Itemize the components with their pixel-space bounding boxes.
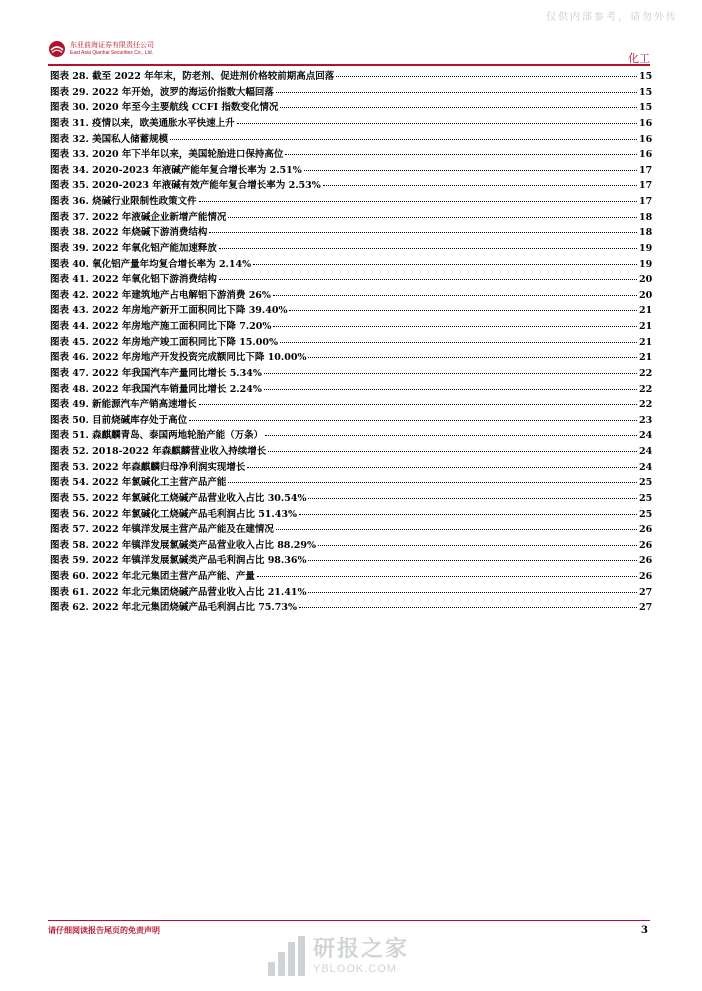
toc-entry-page: 26 <box>639 555 653 567</box>
toc-entry[interactable] <box>50 84 652 100</box>
toc-leader-dots <box>170 139 637 140</box>
toc-leader-dots <box>336 76 637 77</box>
yblook-name-en: YBLOOK.COM <box>313 962 397 975</box>
toc-entry[interactable] <box>50 506 652 522</box>
confidential-watermark: 仅供内部参考，请勿外传 <box>546 12 678 23</box>
toc-entry[interactable] <box>50 412 652 428</box>
toc-entry-label: 图表 34. 2020-2023 年液碱产能年复合增长率为 2.51% <box>50 164 302 176</box>
company-name-en: East Asia Qianhai Securities Co., Ltd. <box>70 50 154 56</box>
toc-entry-label: 图表 43. 2022 年房地产新开工面积同比下降 39.40% <box>50 305 288 317</box>
toc-entry[interactable] <box>50 365 652 381</box>
toc-entry[interactable] <box>50 584 652 600</box>
toc-entry-page: 20 <box>639 289 653 301</box>
toc-entry-label: 图表 30. 2020 年至今主要航线 CCFI 指数变化情况 <box>50 102 279 114</box>
toc-entry-page: 25 <box>639 477 653 489</box>
toc-entry-page: 16 <box>639 149 653 161</box>
toc-entry[interactable] <box>50 115 652 131</box>
toc-entry[interactable] <box>50 334 652 350</box>
toc-entry-label: 图表 57. 2022 年镇洋发展主营产品产能及在建情况 <box>50 524 274 536</box>
toc-entry-page: 19 <box>639 258 653 270</box>
toc-entry-label: 图表 60. 2022 年北元集团主营产品产能、产量 <box>50 571 255 582</box>
toc-entry-page: 25 <box>639 492 653 504</box>
toc-leader-dots <box>276 92 637 93</box>
toc-entry[interactable] <box>50 318 652 334</box>
toc-entry-page: 21 <box>639 305 653 317</box>
toc-leader-dots <box>199 404 637 405</box>
toc-leader-dots <box>273 295 637 296</box>
toc-leader-dots <box>299 607 637 608</box>
toc-entry[interactable] <box>50 146 652 162</box>
toc-entry-page: 17 <box>639 196 653 207</box>
toc-entry-label: 图表 36. 烧碱行业限制性政策文件 <box>50 196 197 207</box>
toc-entry-label: 图表 37. 2022 年液碱企业新增产能情况 <box>50 211 227 223</box>
toc-leader-dots <box>308 560 637 561</box>
toc-entry-label: 图表 46. 2022 年房地产开发投资完成额同比下降 10.00% <box>50 352 307 364</box>
toc-entry-label: 图表 44. 2022 年房地产施工面积同比下降 7.20% <box>50 321 272 332</box>
toc-entry[interactable] <box>50 68 652 84</box>
toc-entry[interactable] <box>50 521 652 537</box>
toc-entry-label: 图表 31. 疫情以来，欧美通胀水平快速上升 <box>50 117 235 129</box>
toc-entry-label: 图表 49. 新能源汽车产销高速增长 <box>50 399 197 411</box>
toc-leader-dots <box>209 232 637 233</box>
toc-entry-page: 25 <box>639 508 653 520</box>
toc-entry-page: 16 <box>639 133 653 145</box>
toc-leader-dots <box>273 326 637 327</box>
toc-entry-page: 15 <box>639 86 653 98</box>
toc-entry-label: 图表 32. 美国私人储蓄规模 <box>50 133 169 145</box>
toc-leader-dots <box>268 451 637 452</box>
toc-entry-label: 图表 48. 2022 年我国汽车销量同比增长 2.24% <box>50 383 262 395</box>
toc-leader-dots <box>280 107 637 108</box>
toc-entry-label: 图表 33. 2020 年下半年以来，美国轮胎进口保持高位 <box>50 149 284 161</box>
toc-entry[interactable] <box>50 552 652 568</box>
table-of-figures <box>50 68 652 615</box>
toc-entry-page: 22 <box>639 399 653 411</box>
toc-entry-label: 图表 54. 2022 年氯碱化工主营产品产能 <box>50 477 227 489</box>
toc-entry[interactable] <box>50 427 652 443</box>
toc-leader-dots <box>308 592 637 593</box>
toc-entry-page: 26 <box>639 539 653 551</box>
toc-entry[interactable] <box>50 599 652 615</box>
toc-entry[interactable] <box>50 224 652 240</box>
toc-entry[interactable] <box>50 271 652 287</box>
toc-entry-page: 15 <box>639 102 653 114</box>
toc-leader-dots <box>228 482 637 483</box>
toc-leader-dots <box>264 373 637 374</box>
toc-entry-label: 图表 62. 2022 年北元集团烧碱产品毛利润占比 75.73% <box>50 602 297 614</box>
toc-leader-dots <box>280 342 637 343</box>
toc-leader-dots <box>219 248 637 249</box>
toc-entry-page: 18 <box>639 211 653 223</box>
toc-leader-dots <box>323 185 637 186</box>
toc-entry-page: 17 <box>639 164 653 176</box>
toc-leader-dots <box>304 170 637 171</box>
toc-leader-dots <box>318 545 637 546</box>
toc-leader-dots <box>228 217 637 218</box>
toc-entry-page: 24 <box>639 446 653 457</box>
toc-entry[interactable] <box>50 349 652 365</box>
toc-entry-page: 19 <box>639 242 653 254</box>
toc-leader-dots <box>285 154 637 155</box>
toc-entry-label: 图表 41. 2022 年氧化铝下游消费结构 <box>50 274 217 286</box>
company-logo <box>48 40 154 58</box>
toc-entry[interactable] <box>50 177 652 193</box>
bar-chart-icon <box>268 936 305 976</box>
toc-entry[interactable] <box>50 131 652 147</box>
toc-entry-label: 图表 38. 2022 年烧碱下游消费结构 <box>50 227 208 239</box>
toc-entry-page: 24 <box>639 461 653 473</box>
toc-entry[interactable] <box>50 99 652 115</box>
toc-entry[interactable] <box>50 490 652 506</box>
toc-entry-label: 图表 58. 2022 年镇洋发展氯碱类产品营业收入占比 88.29% <box>50 539 316 551</box>
toc-entry-label: 图表 45. 2022 年房地产竣工面积同比下降 15.00% <box>50 336 278 348</box>
toc-entry-label: 图表 40. 氧化铝产量年均复合增长率为 2.14% <box>50 258 252 270</box>
toc-entry-page: 22 <box>639 383 653 395</box>
toc-entry-page: 21 <box>639 336 653 348</box>
toc-entry[interactable] <box>50 381 652 397</box>
toc-entry-page: 21 <box>639 321 653 332</box>
toc-leader-dots <box>308 357 637 358</box>
toc-leader-dots <box>257 576 637 577</box>
toc-entry-page: 23 <box>639 414 653 426</box>
toc-leader-dots <box>199 201 637 202</box>
toc-entry[interactable] <box>50 474 652 490</box>
toc-entry-page: 15 <box>639 71 653 82</box>
toc-leader-dots <box>299 514 637 515</box>
toc-entry-page: 18 <box>639 227 653 239</box>
yblook-name-cn: 研报之家 <box>313 936 410 962</box>
footer-divider <box>48 920 650 921</box>
toc-leader-dots <box>276 529 637 530</box>
toc-entry-label: 图表 47. 2022 年我国汽车产量同比增长 5.34% <box>50 367 262 379</box>
toc-entry-page: 26 <box>639 524 653 536</box>
company-name-cn: 东亚前海证券有限责任公司 <box>70 41 154 49</box>
toc-entry-label: 图表 51. 森麒麟青岛、泰国两地轮胎产能（万条） <box>50 430 264 442</box>
toc-leader-dots <box>308 498 637 499</box>
toc-entry-page: 24 <box>639 430 653 442</box>
section-title: 化工 <box>628 52 650 65</box>
toc-entry-label: 图表 56. 2022 年氯碱化工烧碱产品毛利润占比 51.43% <box>50 508 297 520</box>
toc-entry[interactable] <box>50 193 652 209</box>
toc-entry-page: 22 <box>639 367 653 379</box>
toc-entry-label: 图表 28. 截至 2022 年年末，防老剂、促进剂价格较前期高点回落 <box>50 71 335 82</box>
toc-entry[interactable] <box>50 287 652 303</box>
page-number: 3 <box>641 925 648 936</box>
toc-entry-label: 图表 39. 2022 年氧化铝产能加速释放 <box>50 242 217 254</box>
toc-entry-label: 图表 29. 2022 年开始，波罗的海运价指数大幅回落 <box>50 86 274 98</box>
toc-entry-label: 图表 52. 2018-2022 年森麒麟营业收入持续增长 <box>50 446 267 457</box>
toc-entry-page: 17 <box>639 180 653 192</box>
toc-entry[interactable] <box>50 443 652 459</box>
toc-leader-dots <box>247 467 637 468</box>
toc-entry[interactable] <box>50 568 652 584</box>
company-logo-icon <box>48 40 66 58</box>
toc-entry[interactable] <box>50 256 652 272</box>
toc-entry-label: 图表 42. 2022 年建筑地产占电解铝下游消费 26% <box>50 289 271 301</box>
toc-entry-label: 图表 55. 2022 年氯碱化工烧碱产品营业收入占比 30.54% <box>50 492 307 504</box>
toc-leader-dots <box>219 279 637 280</box>
toc-entry-page: 21 <box>639 352 653 364</box>
toc-entry-label: 图表 35. 2020-2023 年液碱有效产能年复合增长率为 2.53% <box>50 180 321 192</box>
toc-leader-dots <box>189 420 637 421</box>
disclaimer-text: 请仔细阅读报告尾页的免责声明 <box>48 926 160 935</box>
toc-leader-dots <box>265 435 637 436</box>
toc-entry[interactable] <box>50 302 652 318</box>
header-divider <box>48 64 650 66</box>
toc-leader-dots <box>289 310 637 311</box>
toc-entry-page: 27 <box>639 602 653 614</box>
toc-entry-label: 图表 61. 2022 年北元集团烧碱产品营业收入占比 21.41% <box>50 586 307 598</box>
toc-leader-dots <box>237 123 637 124</box>
toc-entry[interactable] <box>50 459 652 475</box>
toc-entry[interactable] <box>50 240 652 256</box>
toc-entry-label: 图表 53. 2022 年森麒麟归母净利润实现增长 <box>50 461 246 473</box>
toc-entry[interactable] <box>50 537 652 553</box>
toc-entry-page: 26 <box>639 571 653 582</box>
toc-entry[interactable] <box>50 162 652 178</box>
toc-entry[interactable] <box>50 209 652 225</box>
toc-leader-dots <box>264 389 637 390</box>
toc-entry-label: 图表 50. 目前烧碱库存处于高位 <box>50 414 188 426</box>
toc-entry-label: 图表 59. 2022 年镇洋发展氯碱类产品毛利润占比 98.36% <box>50 555 307 567</box>
toc-entry-page: 16 <box>639 117 653 129</box>
yblook-watermark-logo <box>268 936 409 976</box>
toc-leader-dots <box>253 264 637 265</box>
toc-entry[interactable] <box>50 396 652 412</box>
toc-entry-page: 27 <box>639 586 653 598</box>
toc-entry-page: 20 <box>639 274 653 286</box>
